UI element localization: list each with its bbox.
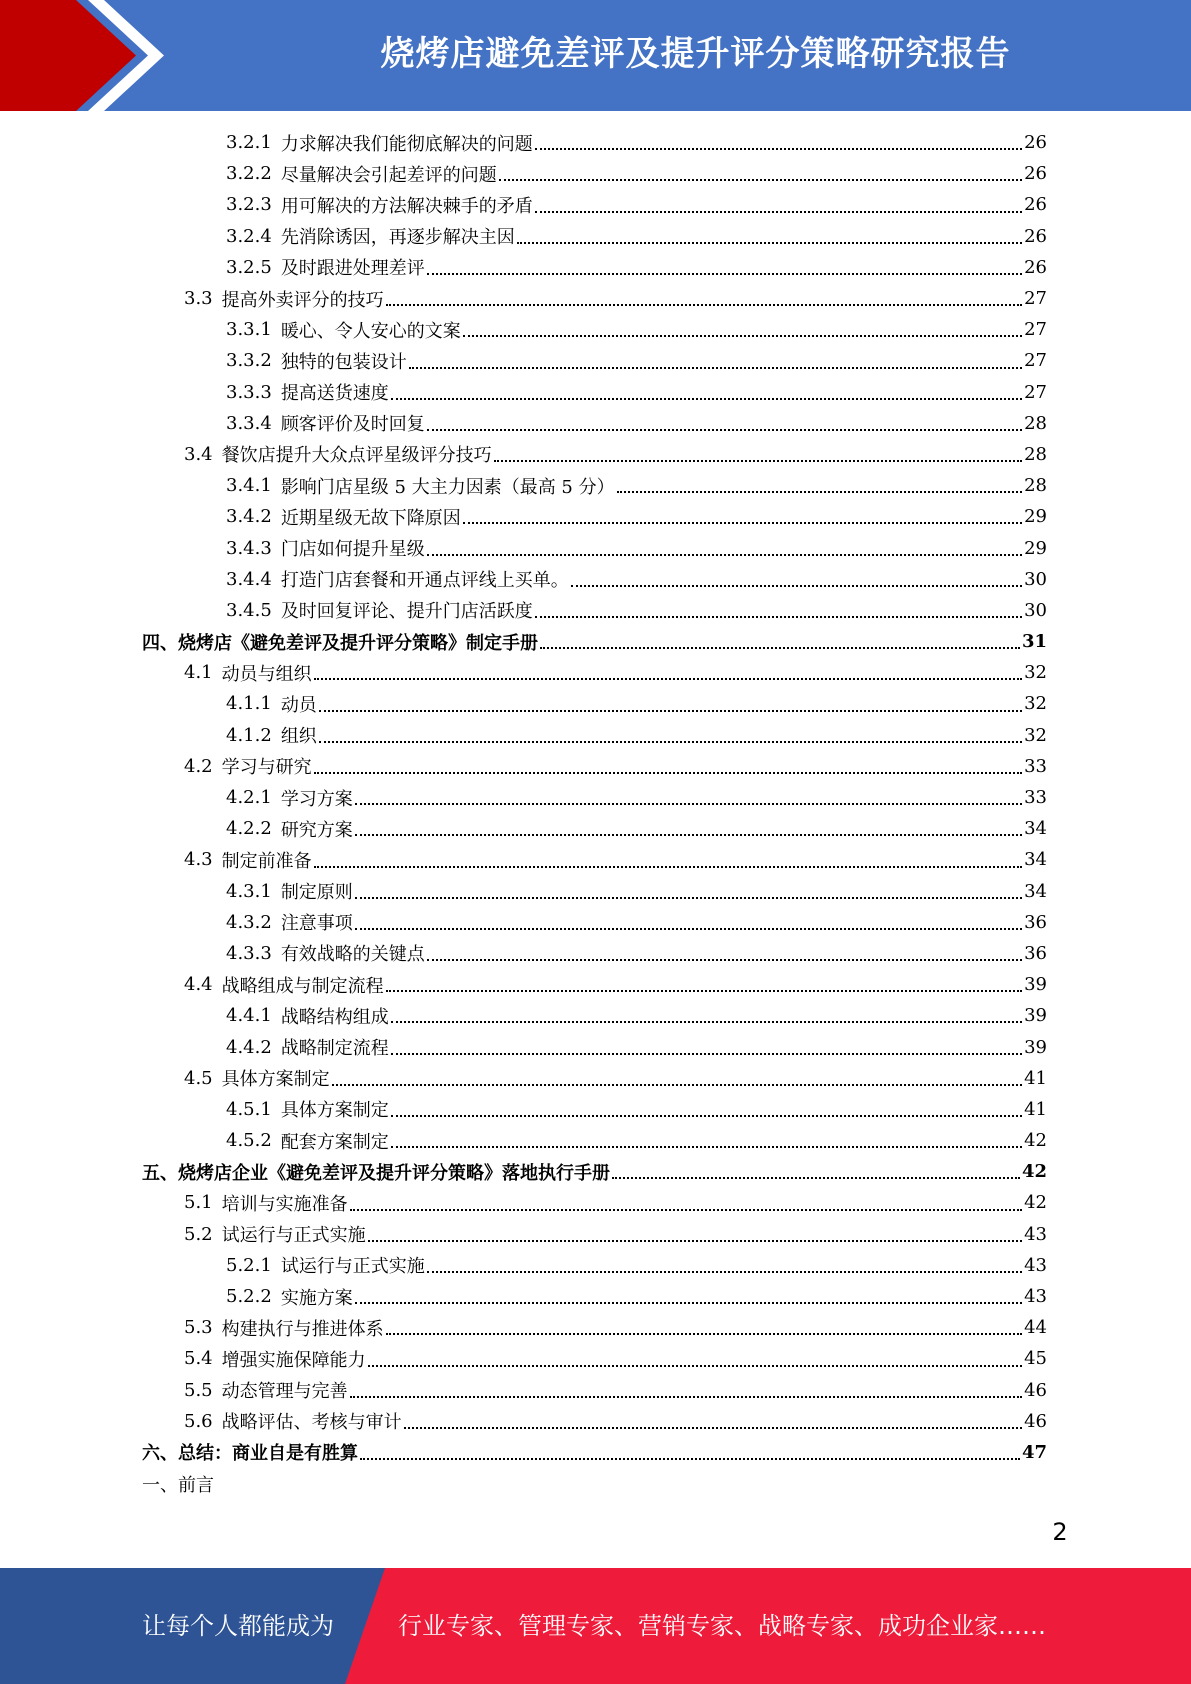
toc-entry-page: 44	[1024, 1317, 1047, 1339]
toc-entry-title: 独特的包装设计	[280, 351, 407, 373]
toc-entry-page: 32	[1024, 724, 1047, 746]
footer-slogan-left: 让每个人都能成为	[142, 1612, 334, 1640]
toc-entry-title: 动员	[280, 694, 317, 716]
toc-dot-leader	[463, 335, 1022, 337]
toc-entry-title: 研究方案	[280, 819, 353, 841]
toc-dot-leader	[319, 710, 1022, 712]
toc-entry-title: 动员与组织	[221, 663, 312, 685]
toc-entry-number: 5.2	[184, 1223, 213, 1245]
toc-entry-number: 4.2.2	[226, 818, 272, 840]
toc-dot-leader	[350, 1209, 1022, 1211]
toc-entry[interactable]	[0, 844, 1191, 875]
toc-dot-leader	[535, 616, 1022, 618]
toc-entry[interactable]	[0, 1125, 1191, 1156]
toc-entry-page: 42	[1024, 1192, 1047, 1214]
toc-dot-leader	[386, 1333, 1022, 1335]
toc-entry-title: 烧烤店企业《避免差评及提升评分策略》落地执行手册	[178, 1162, 610, 1184]
document-title: 烧烤店避免差评及提升评分策略研究报告	[380, 34, 1011, 74]
toc-dot-leader	[314, 678, 1022, 680]
toc-entry[interactable]	[0, 1406, 1191, 1437]
toc-entry-page: 45	[1024, 1348, 1047, 1370]
toc-entry[interactable]	[0, 876, 1191, 907]
toc-entry-number: 4.3	[184, 849, 213, 871]
toc-entry-title: 配套方案制定	[280, 1131, 389, 1153]
toc-entry-title: 先消除诱因，再逐步解决主因	[280, 227, 515, 249]
toc-entry-number: 3.3.4	[226, 412, 272, 434]
toc-dot-leader	[350, 1396, 1022, 1398]
toc-entry[interactable]	[0, 532, 1191, 563]
toc-entry-number: 5.2.1	[226, 1254, 272, 1276]
toc-entry-title: 学习方案	[280, 788, 353, 810]
toc-entry[interactable]	[0, 1312, 1191, 1343]
toc-entry-number: 3.3.1	[226, 319, 272, 341]
toc-entry-page: 42	[1024, 1130, 1047, 1152]
toc-entry-title: 战略结构组成	[280, 1006, 389, 1028]
toc-entry[interactable]	[0, 1281, 1191, 1312]
toc-dot-leader	[391, 1146, 1022, 1148]
toc-dot-leader	[612, 1177, 1020, 1179]
toc-entry-title: 注意事项	[280, 913, 353, 935]
toc-entry-title: 暖心、令人安心的文案	[280, 320, 461, 342]
toc-entry-title: 顾客评价及时回复	[280, 414, 425, 436]
toc-entry-title: 餐饮店提升大众点评星级评分技巧	[221, 445, 492, 467]
toc-entry[interactable]	[0, 1156, 1191, 1187]
toc-entry-number: 4.1.2	[226, 724, 272, 746]
toc-entry[interactable]	[0, 782, 1191, 813]
toc-entry-page: 43	[1024, 1286, 1047, 1308]
toc-entry[interactable]	[0, 345, 1191, 376]
toc-entry-title: 战略评估、考核与审计	[221, 1412, 402, 1434]
footer-slogan-right: 行业专家、管理专家、营销专家、战略专家、成功企业家……	[398, 1612, 1046, 1640]
toc-entry[interactable]	[0, 626, 1191, 657]
toc-entry-number: 4.4.1	[226, 1005, 272, 1027]
toc-dot-leader	[391, 1021, 1022, 1023]
toc-entry-page: 28	[1024, 443, 1047, 465]
toc-entry-title: 总结：商业自是有胜算	[178, 1443, 358, 1465]
toc-dot-leader	[355, 803, 1022, 805]
toc-entry-number: 5.1	[184, 1192, 213, 1214]
toc-entry-title: 及时回复评论、提升门店活跃度	[280, 601, 533, 623]
toc-entry-number: 4.3.2	[226, 911, 272, 933]
toc-entry-page: 39	[1024, 974, 1047, 996]
toc-entry-page: 43	[1024, 1254, 1047, 1276]
toc-entry[interactable]	[0, 907, 1191, 938]
toc-entry-title: 战略组成与制定流程	[221, 975, 384, 997]
toc-entry-number: 3.2.4	[226, 225, 272, 247]
toc-entry[interactable]	[0, 1031, 1191, 1062]
toc-entry[interactable]	[0, 1000, 1191, 1031]
page-number: 2	[1052, 1518, 1068, 1546]
toc-entry-page: 33	[1024, 787, 1047, 809]
toc-entry-number: 3.4	[184, 443, 213, 465]
toc-dot-leader	[494, 460, 1022, 462]
toc-entry-number: 3.4.1	[226, 475, 272, 497]
toc-entry-page: 30	[1024, 599, 1047, 621]
toc-entry-page: 28	[1024, 475, 1047, 497]
toc-dot-leader	[517, 242, 1022, 244]
toc-entry-title: 近期星级无故下降原因	[280, 507, 461, 529]
toc-entry[interactable]	[0, 1437, 1191, 1468]
toc-entry-number: 3.4.5	[226, 599, 272, 621]
toc-entry[interactable]	[0, 439, 1191, 470]
toc-entry-title: 试运行与正式实施	[280, 1256, 425, 1278]
page-header	[0, 0, 1191, 111]
toc-entry-title: 有效战略的关键点	[280, 944, 425, 966]
toc-entry-title: 用可解决的方法解决棘手的矛盾	[280, 195, 533, 217]
toc-entry-number: 3.3.2	[226, 350, 272, 372]
toc-entry-page: 27	[1024, 288, 1047, 310]
toc-entry-number: 4.2.1	[226, 787, 272, 809]
toc-entry[interactable]	[0, 688, 1191, 719]
toc-entry[interactable]	[0, 1219, 1191, 1250]
toc-entry-title: 具体方案制定	[280, 1100, 389, 1122]
toc-entry-page: 26	[1024, 132, 1047, 154]
toc-dot-leader	[617, 491, 1022, 493]
toc-entry-page: 47	[1021, 1441, 1047, 1463]
toc-entry[interactable]	[0, 189, 1191, 220]
toc-entry[interactable]	[0, 377, 1191, 408]
toc-entry-number: 4.5.1	[226, 1098, 272, 1120]
toc-entry-title: 尽量解决会引起差评的问题	[280, 164, 497, 186]
toc-entry-page: 34	[1024, 880, 1047, 902]
toc-entry-number: 3.3.3	[226, 381, 272, 403]
toc-entry-page: 26	[1024, 163, 1047, 185]
toc-entry-number: 3.4.2	[226, 506, 272, 528]
toc-entry-title: 制定原则	[280, 882, 353, 904]
toc-entry-page: 39	[1024, 1005, 1047, 1027]
toc-entry[interactable]	[0, 564, 1191, 595]
toc-dot-leader	[463, 522, 1022, 524]
toc-entry-page: 26	[1024, 225, 1047, 247]
toc-dot-leader	[427, 554, 1022, 556]
toc-entry-number: 3.4.3	[226, 537, 272, 559]
toc-entry-number: 4.4	[184, 974, 213, 996]
toc-entry-number: 4.1	[184, 662, 213, 684]
toc-entry-number: 4.3.3	[226, 942, 272, 964]
toc-dot-leader	[404, 1427, 1022, 1429]
toc-dot-leader	[360, 1458, 1020, 1460]
toc-entry-page: 36	[1024, 942, 1047, 964]
toc-entry-number: 3.2.2	[226, 163, 272, 185]
toc-dot-leader	[427, 959, 1022, 961]
toc-entry-number: 3.2.1	[226, 132, 272, 154]
toc-dot-leader	[535, 211, 1022, 213]
toc-entry[interactable]	[0, 813, 1191, 844]
toc-entry[interactable]	[0, 751, 1191, 782]
toc-entry[interactable]	[0, 158, 1191, 189]
toc-dot-leader	[391, 398, 1022, 400]
toc-entry[interactable]	[0, 1250, 1191, 1281]
toc-entry-title: 实施方案	[280, 1287, 353, 1309]
toc-entry-number: 4.4.2	[226, 1036, 272, 1058]
toc-entry-page: 30	[1024, 568, 1047, 590]
toc-entry[interactable]	[0, 1468, 1191, 1499]
toc-entry-title: 增强实施保障能力	[221, 1349, 366, 1371]
toc-entry-number: 5.4	[184, 1348, 213, 1370]
toc-entry-number: 3.2.3	[226, 194, 272, 216]
toc-entry-title: 学习与研究	[221, 757, 312, 779]
toc-entry-title: 影响门店星级 5 大主力因素（最高 5 分）	[280, 476, 615, 498]
toc-entry[interactable]	[0, 969, 1191, 1000]
toc-entry-title: 及时跟进处理差评	[280, 258, 425, 280]
toc-dot-leader	[540, 647, 1020, 649]
toc-entry-title: 力求解决我们能彻底解决的问题	[280, 133, 533, 155]
toc-entry[interactable]	[0, 283, 1191, 314]
toc-entry-page: 39	[1024, 1036, 1047, 1058]
toc-entry-title: 具体方案制定	[221, 1069, 330, 1091]
toc-dot-leader	[368, 1240, 1022, 1242]
toc-entry[interactable]	[0, 1343, 1191, 1374]
toc-entry-title: 前言	[178, 1474, 214, 1496]
toc-entry[interactable]	[0, 314, 1191, 345]
toc-entry-page: 46	[1024, 1379, 1047, 1401]
toc-dot-leader	[368, 1365, 1022, 1367]
toc-entry[interactable]	[0, 470, 1191, 501]
toc-dot-leader	[355, 834, 1022, 836]
toc-entry[interactable]	[0, 501, 1191, 532]
toc-entry-title: 提高送货速度	[280, 383, 389, 405]
toc-entry-title: 门店如何提升星级	[280, 539, 425, 561]
toc-entry-number: 3.3	[184, 288, 213, 310]
toc-entry-page: 29	[1024, 506, 1047, 528]
toc-entry-page: 27	[1024, 381, 1047, 403]
toc-entry-number: 4.5.2	[226, 1130, 272, 1152]
toc-entry-number: 5.5	[184, 1379, 213, 1401]
toc-dot-leader	[355, 897, 1022, 899]
toc-entry-page: 32	[1024, 662, 1047, 684]
toc-dot-leader	[571, 585, 1022, 587]
toc-entry-number: 五、	[142, 1162, 178, 1184]
toc-entry[interactable]	[0, 252, 1191, 283]
toc-dot-leader	[314, 772, 1022, 774]
toc-entry[interactable]	[0, 408, 1191, 439]
toc-entry-number: 3.4.4	[226, 568, 272, 590]
toc-dot-leader	[427, 429, 1022, 431]
toc-entry-number: 5.2.2	[226, 1286, 272, 1308]
toc-entry-number: 4.3.1	[226, 880, 272, 902]
toc-entry[interactable]	[0, 1094, 1191, 1125]
toc-entry-number: 5.3	[184, 1317, 213, 1339]
toc-entry-page: 32	[1024, 693, 1047, 715]
toc-entry-page: 41	[1024, 1067, 1047, 1089]
toc-dot-leader	[319, 741, 1022, 743]
toc-entry[interactable]	[0, 657, 1191, 688]
toc-entry-title: 试运行与正式实施	[221, 1225, 366, 1247]
toc-entry-title: 打造门店套餐和开通点评线上买单。	[280, 570, 569, 592]
toc-entry-page: 41	[1024, 1098, 1047, 1120]
toc-entry[interactable]	[0, 595, 1191, 626]
toc-entry-title: 构建执行与推进体系	[221, 1318, 384, 1340]
toc-entry-page: 28	[1024, 412, 1047, 434]
toc-entry-page: 34	[1024, 818, 1047, 840]
toc-entry-page: 36	[1024, 911, 1047, 933]
toc-entry-page: 33	[1024, 755, 1047, 777]
toc-entry-page: 26	[1024, 256, 1047, 278]
toc-entry-number: 4.5	[184, 1067, 213, 1089]
toc-entry-number: 4.1.1	[226, 693, 272, 715]
toc-dot-leader	[391, 1053, 1022, 1055]
toc-dot-leader	[314, 866, 1022, 868]
toc-dot-leader	[427, 273, 1022, 275]
toc-entry-number: 一、	[142, 1474, 178, 1496]
toc-entry-number: 5.6	[184, 1410, 213, 1432]
toc-entry-page: 43	[1024, 1223, 1047, 1245]
table-of-contents	[0, 127, 1191, 1499]
toc-entry-title: 制定前准备	[221, 850, 312, 872]
toc-entry-title: 战略制定流程	[280, 1038, 389, 1060]
toc-entry-page: 42	[1021, 1161, 1047, 1183]
toc-entry-page: 26	[1024, 194, 1047, 216]
toc-dot-leader	[355, 928, 1022, 930]
toc-dot-leader	[355, 1302, 1022, 1304]
toc-entry[interactable]	[0, 1063, 1191, 1094]
toc-dot-leader	[409, 367, 1022, 369]
toc-entry[interactable]	[0, 720, 1191, 751]
toc-entry-page: 29	[1024, 537, 1047, 559]
page-footer	[0, 1568, 1191, 1684]
toc-entry-number: 六、	[142, 1443, 178, 1465]
toc-entry[interactable]	[0, 938, 1191, 969]
toc-dot-leader	[427, 1271, 1022, 1273]
toc-entry[interactable]	[0, 221, 1191, 252]
toc-entry-number: 3.2.5	[226, 256, 272, 278]
toc-entry-page: 31	[1021, 631, 1047, 653]
toc-entry-number: 四、	[142, 632, 178, 654]
toc-entry-page: 27	[1024, 350, 1047, 372]
toc-entry[interactable]	[0, 1187, 1191, 1218]
toc-entry-title: 组织	[280, 726, 317, 748]
toc-dot-leader	[332, 1084, 1022, 1086]
toc-entry-number: 4.2	[184, 755, 213, 777]
toc-dot-leader	[535, 148, 1022, 150]
toc-entry[interactable]	[0, 1375, 1191, 1406]
toc-entry-page: 27	[1024, 319, 1047, 341]
toc-entry-title: 培训与实施准备	[221, 1193, 348, 1215]
toc-entry-title: 提高外卖评分的技巧	[221, 289, 384, 311]
toc-entry[interactable]	[0, 127, 1191, 158]
toc-entry-page: 34	[1024, 849, 1047, 871]
toc-dot-leader	[386, 304, 1022, 306]
toc-entry-title: 动态管理与完善	[221, 1381, 348, 1403]
toc-dot-leader	[386, 990, 1022, 992]
toc-entry-page: 46	[1024, 1410, 1047, 1432]
toc-dot-leader	[499, 179, 1022, 181]
toc-dot-leader	[391, 1115, 1022, 1117]
toc-entry-title: 烧烤店《避免差评及提升评分策略》制定手册	[178, 632, 538, 654]
